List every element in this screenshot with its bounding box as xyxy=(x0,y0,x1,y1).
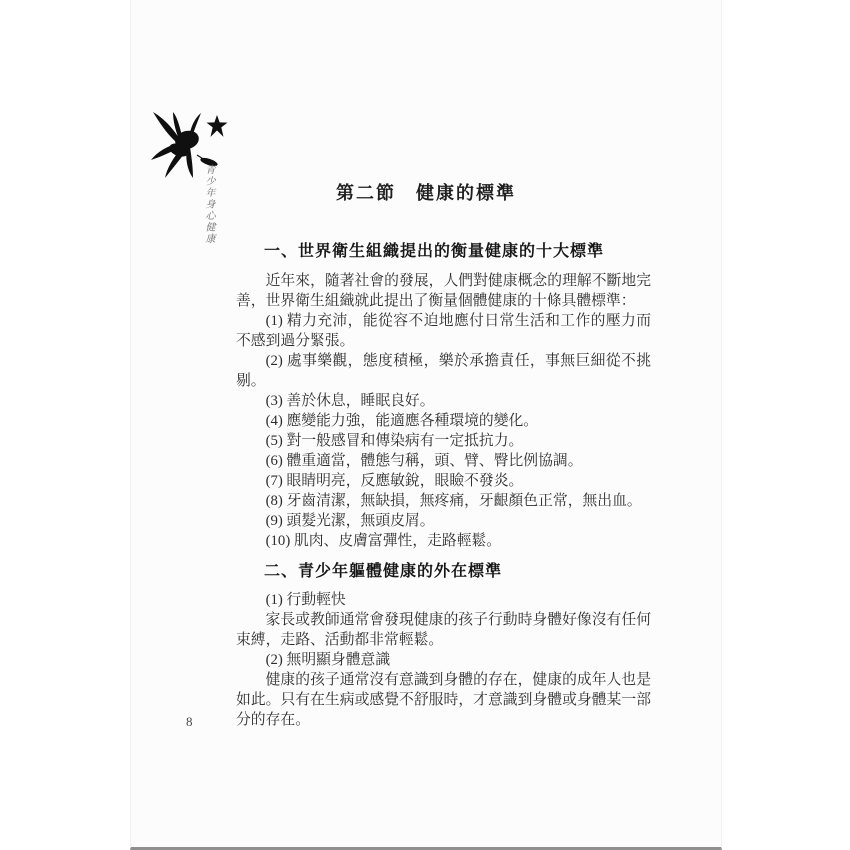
list-item-3: (3) 善於休息，睡眠良好。 xyxy=(265,393,435,409)
logo-vertical-text: 青少年身心健康 xyxy=(203,164,214,245)
list-item-5: (5) 對一般感冒和傳染病有一定抵抗力。 xyxy=(265,433,524,449)
list-item-8: (8) 牙齒清潔，無缺損，無疼痛，牙齦顏色正常，無出血。 xyxy=(265,493,642,509)
list-item-7: (7) 眼睛明亮，反應敏銳，眼瞼不發炎。 xyxy=(265,473,524,489)
book-page xyxy=(130,0,722,850)
section-2-heading: 二、青少年軀體健康的外在標準 xyxy=(264,563,503,580)
list-item-2: (2) 處事樂觀，態度積極，樂於承擔責任，事無巨細從不挑剔。 xyxy=(236,353,651,389)
section-1-intro: 近年來，隨著社會的發展，人們對健康概念的理解不斷地完善，世界衛生組織就此提出了衡量個體健康的十條具體標準： xyxy=(236,273,651,309)
list-item-1: (1) 精力充沛，能從容不迫地應付日常生活和工作的壓力而不感到過分緊張。 xyxy=(236,313,651,349)
list-item-4: (4) 應變能力強，能適應各種環境的變化。 xyxy=(265,413,539,429)
section-2-subheading-2: (2) 無明顯身體意識 xyxy=(265,652,391,668)
page-number: 8 xyxy=(186,714,193,729)
section-2-subheading-1: (1) 行動輕快 xyxy=(265,592,346,608)
text-column xyxy=(236,243,651,730)
page-title: 第二節 健康的標準 xyxy=(336,183,516,203)
bamboo-plant-logo-icon xyxy=(149,112,237,186)
list-item-9: (9) 頭髮光潔，無頭皮屑。 xyxy=(265,513,435,529)
list-item-10: (10) 肌肉、皮膚富彈性，走路輕鬆。 xyxy=(265,533,502,549)
section-1-heading: 一、世界衛生組織提出的衡量健康的十大標準 xyxy=(264,243,605,260)
list-item-6: (6) 體重適當，體態勻稱，頭、臂、臀比例協調。 xyxy=(265,453,583,469)
section-2-paragraph-2: 健康的孩子通常沒有意識到身體的存在，健康的成年人也是如此。只有在生病或感覺不舒服時，才意識到身體或身體某一部分的存在。 xyxy=(236,672,651,728)
section-2-paragraph-1: 家長或教師通常會發現健康的孩子行動時身體好像沒有任何束縛，走路、活動都非常輕鬆。 xyxy=(236,612,651,648)
